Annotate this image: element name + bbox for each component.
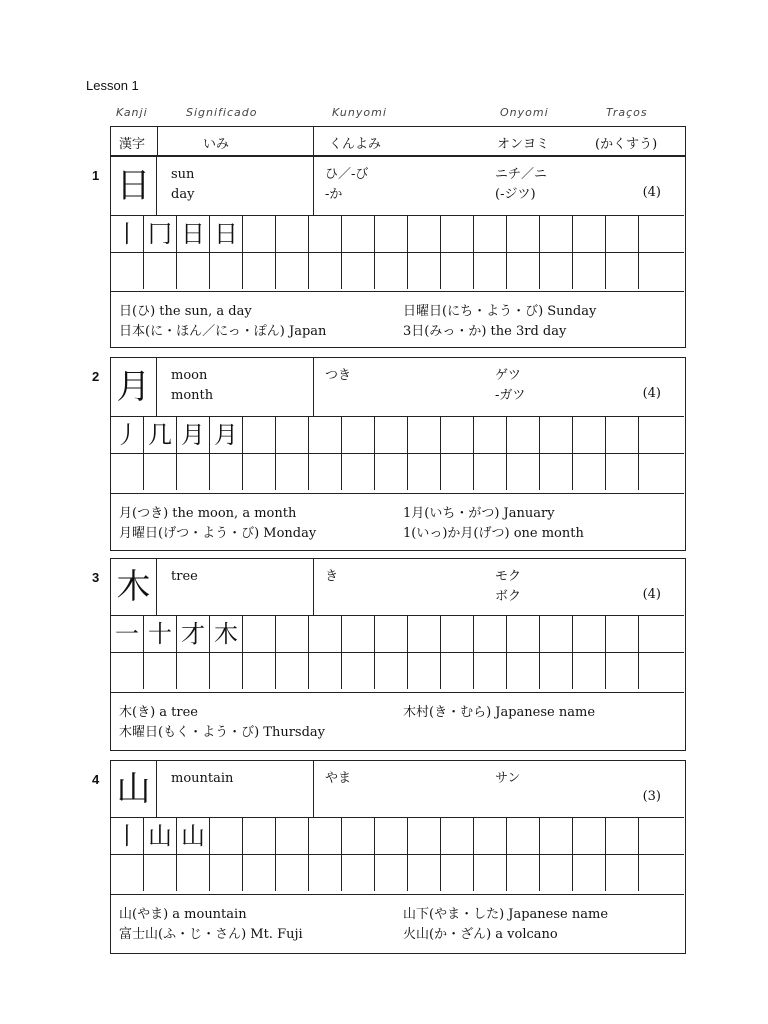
practice-cell[interactable] bbox=[342, 417, 375, 453]
practice-cell[interactable] bbox=[342, 216, 375, 252]
practice-cell[interactable] bbox=[507, 616, 540, 652]
grid-row bbox=[111, 252, 684, 289]
practice-cell[interactable] bbox=[441, 855, 474, 891]
practice-cell[interactable] bbox=[408, 253, 441, 289]
practice-cell[interactable] bbox=[342, 253, 375, 289]
practice-cell[interactable] bbox=[540, 216, 573, 252]
divider bbox=[313, 559, 314, 615]
vocab-entry: 3日(みっ・か) the 3rd day bbox=[403, 324, 567, 339]
practice-cell[interactable] bbox=[573, 454, 606, 490]
practice-cell[interactable] bbox=[276, 417, 309, 453]
practice-cell[interactable] bbox=[210, 253, 243, 289]
handwritten-significado: Significado bbox=[186, 106, 258, 119]
practice-cell[interactable] bbox=[639, 216, 673, 252]
practice-cell[interactable] bbox=[309, 253, 342, 289]
practice-cell[interactable] bbox=[111, 454, 144, 490]
vocab-entry: 富士山(ふ・じ・さん) Mt. Fuji bbox=[119, 927, 303, 942]
practice-cell[interactable] bbox=[606, 855, 639, 891]
vocab-entry: 木村(き・むら) Japanese name bbox=[403, 705, 596, 720]
lesson-number: 4 bbox=[92, 772, 100, 787]
on-text: ボク bbox=[495, 589, 522, 604]
practice-cell[interactable] bbox=[507, 818, 540, 854]
practice-cell[interactable] bbox=[111, 855, 144, 891]
practice-cell[interactable] bbox=[177, 653, 210, 689]
practice-cell[interactable] bbox=[540, 616, 573, 652]
practice-cell[interactable] bbox=[342, 616, 375, 652]
stroke-order-cell: 丨 bbox=[111, 818, 144, 854]
practice-cell[interactable] bbox=[573, 653, 606, 689]
practice-cell[interactable] bbox=[639, 653, 673, 689]
kun-text: やま bbox=[325, 771, 352, 786]
practice-cell[interactable] bbox=[507, 253, 540, 289]
practice-cell[interactable] bbox=[375, 616, 408, 652]
vocabulary-section bbox=[111, 493, 684, 550]
practice-cell[interactable] bbox=[507, 216, 540, 252]
practice-cell[interactable] bbox=[210, 818, 243, 854]
practice-cell[interactable] bbox=[507, 653, 540, 689]
divider bbox=[313, 358, 314, 416]
practice-cell[interactable] bbox=[243, 653, 276, 689]
lesson-number: 2 bbox=[92, 369, 100, 384]
stroke-order-cell: 丿 bbox=[111, 417, 144, 453]
header-onyomi: オンヨミ bbox=[497, 137, 550, 152]
practice-cell[interactable] bbox=[276, 454, 309, 490]
practice-cell[interactable] bbox=[309, 653, 342, 689]
stroke-count: (4) bbox=[642, 386, 661, 401]
practice-cell[interactable] bbox=[606, 253, 639, 289]
practice-cell[interactable] bbox=[606, 818, 639, 854]
meaning-text: tree bbox=[171, 569, 198, 584]
practice-cell[interactable] bbox=[639, 454, 673, 490]
vocab-entry: 日本(に・ほん／にっ・ぽん) Japan bbox=[119, 324, 327, 339]
practice-cell[interactable] bbox=[375, 454, 408, 490]
practice-cell[interactable] bbox=[342, 818, 375, 854]
on-text: (-ジツ) bbox=[495, 187, 536, 202]
stroke-count: (4) bbox=[642, 587, 661, 602]
kanji-block bbox=[110, 156, 686, 348]
practice-grid bbox=[111, 817, 684, 891]
vocab-entry: 火山(か・ざん) a volcano bbox=[403, 927, 558, 942]
practice-cell[interactable] bbox=[474, 855, 507, 891]
practice-cell[interactable] bbox=[507, 855, 540, 891]
practice-cell[interactable] bbox=[375, 818, 408, 854]
grid-row bbox=[111, 817, 684, 854]
practice-cell[interactable] bbox=[309, 216, 342, 252]
practice-cell[interactable] bbox=[573, 417, 606, 453]
vocab-entry: 1(いっ)か月(げつ) one month bbox=[403, 526, 584, 541]
vocab-entry: 月曜日(げつ・よう・び) Monday bbox=[119, 526, 317, 541]
kun-text: ひ／-び bbox=[325, 167, 369, 182]
practice-cell[interactable] bbox=[573, 253, 606, 289]
practice-cell[interactable] bbox=[210, 454, 243, 490]
practice-cell[interactable] bbox=[342, 855, 375, 891]
practice-cell[interactable] bbox=[309, 855, 342, 891]
handwritten-onyomi: Onyomi bbox=[500, 106, 549, 119]
meaning-text: moon bbox=[171, 368, 208, 383]
practice-cell[interactable] bbox=[606, 454, 639, 490]
header-kanji: 漢字 bbox=[119, 137, 146, 152]
practice-cell[interactable] bbox=[474, 818, 507, 854]
kanji-block bbox=[110, 357, 686, 551]
practice-cell[interactable] bbox=[540, 454, 573, 490]
practice-cell[interactable] bbox=[144, 253, 177, 289]
practice-cell[interactable] bbox=[606, 216, 639, 252]
practice-cell[interactable] bbox=[177, 253, 210, 289]
lesson-number: 3 bbox=[92, 570, 100, 585]
meaning-text: day bbox=[171, 187, 195, 202]
practice-cell[interactable] bbox=[375, 216, 408, 252]
practice-cell[interactable] bbox=[507, 417, 540, 453]
header-kunyomi: くんよみ bbox=[329, 137, 382, 152]
stroke-order-cell: 一 bbox=[111, 616, 144, 652]
practice-cell[interactable] bbox=[309, 616, 342, 652]
practice-cell[interactable] bbox=[144, 855, 177, 891]
practice-cell[interactable] bbox=[606, 417, 639, 453]
practice-cell[interactable] bbox=[342, 653, 375, 689]
practice-cell[interactable] bbox=[309, 454, 342, 490]
grid-row bbox=[111, 215, 684, 252]
stroke-order-cell: 月 bbox=[177, 417, 210, 453]
practice-cell[interactable] bbox=[408, 454, 441, 490]
vocabulary-section bbox=[111, 692, 684, 750]
practice-cell[interactable] bbox=[276, 818, 309, 854]
practice-cell[interactable] bbox=[606, 616, 639, 652]
practice-cell[interactable] bbox=[441, 417, 474, 453]
stroke-order-cell: 冂 bbox=[144, 216, 177, 252]
header-kakusu: (かくすう) bbox=[595, 137, 658, 152]
stroke-order-cell: 木 bbox=[210, 616, 243, 652]
practice-cell[interactable] bbox=[276, 653, 309, 689]
on-text: -ガツ bbox=[495, 388, 526, 403]
practice-cell[interactable] bbox=[408, 818, 441, 854]
stroke-count: (3) bbox=[642, 789, 661, 804]
kanji-block bbox=[110, 558, 686, 751]
on-text: モク bbox=[495, 569, 522, 584]
practice-cell[interactable] bbox=[243, 253, 276, 289]
grid-row bbox=[111, 453, 684, 490]
vocab-entry: 山下(やま・した) Japanese name bbox=[403, 907, 609, 922]
vocab-entry: 月(つき) the moon, a month bbox=[119, 506, 297, 521]
practice-cell[interactable] bbox=[639, 855, 673, 891]
practice-cell[interactable] bbox=[441, 253, 474, 289]
practice-cell[interactable] bbox=[540, 855, 573, 891]
vocab-entry: 木曜日(もく・よう・び) Thursday bbox=[119, 725, 325, 740]
kun-text: -か bbox=[325, 187, 343, 202]
practice-cell[interactable] bbox=[573, 616, 606, 652]
practice-cell[interactable] bbox=[540, 253, 573, 289]
practice-cell[interactable] bbox=[243, 616, 276, 652]
stroke-order-cell: 山 bbox=[177, 818, 210, 854]
practice-cell[interactable] bbox=[474, 653, 507, 689]
divider bbox=[157, 127, 158, 155]
grid-row bbox=[111, 615, 684, 652]
practice-cell[interactable] bbox=[474, 253, 507, 289]
stroke-order-cell: 日 bbox=[210, 216, 243, 252]
on-text: ゲツ bbox=[495, 368, 521, 383]
practice-cell[interactable] bbox=[507, 454, 540, 490]
practice-cell[interactable] bbox=[408, 417, 441, 453]
page-title: Lesson 1 bbox=[86, 78, 139, 93]
on-text: ニチ／ニ bbox=[495, 167, 548, 182]
practice-cell[interactable] bbox=[243, 454, 276, 490]
practice-cell[interactable] bbox=[375, 253, 408, 289]
kanji-character: 山 bbox=[111, 761, 157, 817]
kun-text: き bbox=[325, 569, 339, 584]
vocabulary-section bbox=[111, 894, 684, 953]
practice-cell[interactable] bbox=[573, 818, 606, 854]
practice-cell[interactable] bbox=[639, 818, 673, 854]
handwritten-kunyomi: Kunyomi bbox=[332, 106, 387, 119]
practice-cell[interactable] bbox=[639, 616, 673, 652]
table-header bbox=[110, 126, 686, 156]
practice-cell[interactable] bbox=[177, 454, 210, 490]
kanji-block bbox=[110, 760, 686, 954]
practice-cell[interactable] bbox=[111, 653, 144, 689]
meaning-text: sun bbox=[171, 167, 195, 182]
practice-cell[interactable] bbox=[474, 454, 507, 490]
meaning-text: mountain bbox=[171, 771, 234, 786]
vocabulary-section bbox=[111, 291, 684, 347]
practice-cell[interactable] bbox=[375, 417, 408, 453]
vocab-entry: 山(やま) a mountain bbox=[119, 907, 247, 922]
stroke-order-cell: 丨 bbox=[111, 216, 144, 252]
kanji-character: 木 bbox=[111, 559, 157, 615]
practice-cell[interactable] bbox=[573, 216, 606, 252]
lesson-number: 1 bbox=[92, 168, 100, 183]
practice-cell[interactable] bbox=[276, 216, 309, 252]
divider bbox=[313, 157, 314, 215]
practice-cell[interactable] bbox=[441, 216, 474, 252]
practice-cell[interactable] bbox=[243, 216, 276, 252]
divider bbox=[313, 127, 314, 155]
stroke-order-cell: 才 bbox=[177, 616, 210, 652]
practice-cell[interactable] bbox=[276, 253, 309, 289]
practice-cell[interactable] bbox=[441, 616, 474, 652]
practice-cell[interactable] bbox=[276, 616, 309, 652]
practice-cell[interactable] bbox=[309, 417, 342, 453]
practice-cell[interactable] bbox=[111, 253, 144, 289]
practice-cell[interactable] bbox=[408, 653, 441, 689]
practice-cell[interactable] bbox=[441, 454, 474, 490]
handwritten-kanji: Kanji bbox=[116, 106, 148, 119]
practice-cell[interactable] bbox=[474, 616, 507, 652]
practice-cell[interactable] bbox=[144, 454, 177, 490]
divider bbox=[313, 761, 314, 817]
practice-cell[interactable] bbox=[243, 818, 276, 854]
practice-cell[interactable] bbox=[540, 653, 573, 689]
practice-cell[interactable] bbox=[639, 417, 673, 453]
practice-cell[interactable] bbox=[606, 653, 639, 689]
on-text: サン bbox=[495, 771, 521, 786]
stroke-order-cell: 几 bbox=[144, 417, 177, 453]
stroke-order-cell: 山 bbox=[144, 818, 177, 854]
handwritten-tracos: Traços bbox=[606, 106, 648, 119]
practice-cell[interactable] bbox=[243, 855, 276, 891]
practice-cell[interactable] bbox=[408, 616, 441, 652]
practice-cell[interactable] bbox=[144, 653, 177, 689]
stroke-order-cell: 月 bbox=[210, 417, 243, 453]
stroke-count: (4) bbox=[642, 185, 661, 200]
practice-cell[interactable] bbox=[474, 417, 507, 453]
practice-cell[interactable] bbox=[375, 855, 408, 891]
practice-cell[interactable] bbox=[441, 653, 474, 689]
meaning-text: month bbox=[171, 388, 214, 403]
header-imi: いみ bbox=[203, 137, 230, 152]
stroke-order-cell: 日 bbox=[177, 216, 210, 252]
practice-cell[interactable] bbox=[408, 216, 441, 252]
grid-row bbox=[111, 652, 684, 689]
vocab-entry: 木(き) a tree bbox=[119, 705, 198, 720]
practice-cell[interactable] bbox=[243, 417, 276, 453]
practice-cell[interactable] bbox=[375, 653, 408, 689]
practice-cell[interactable] bbox=[309, 818, 342, 854]
practice-cell[interactable] bbox=[210, 855, 243, 891]
kun-text: つき bbox=[325, 368, 352, 383]
practice-cell[interactable] bbox=[276, 855, 309, 891]
practice-cell[interactable] bbox=[342, 454, 375, 490]
practice-cell[interactable] bbox=[573, 855, 606, 891]
vocab-entry: 日(ひ) the sun, a day bbox=[119, 304, 252, 319]
practice-cell[interactable] bbox=[639, 253, 673, 289]
vocab-entry: 1月(いち・がつ) January bbox=[403, 506, 555, 521]
practice-cell[interactable] bbox=[540, 417, 573, 453]
practice-grid bbox=[111, 215, 684, 289]
practice-grid bbox=[111, 615, 684, 689]
practice-cell[interactable] bbox=[177, 855, 210, 891]
practice-grid bbox=[111, 416, 684, 490]
practice-cell[interactable] bbox=[474, 216, 507, 252]
practice-cell[interactable] bbox=[408, 855, 441, 891]
stroke-order-cell: 十 bbox=[144, 616, 177, 652]
kanji-character: 日 bbox=[111, 157, 157, 215]
vocab-entry: 日曜日(にち・よう・び) Sunday bbox=[403, 304, 597, 319]
practice-cell[interactable] bbox=[540, 818, 573, 854]
grid-row bbox=[111, 416, 684, 453]
practice-cell[interactable] bbox=[441, 818, 474, 854]
practice-cell[interactable] bbox=[210, 653, 243, 689]
kanji-character: 月 bbox=[111, 358, 157, 416]
grid-row bbox=[111, 854, 684, 891]
